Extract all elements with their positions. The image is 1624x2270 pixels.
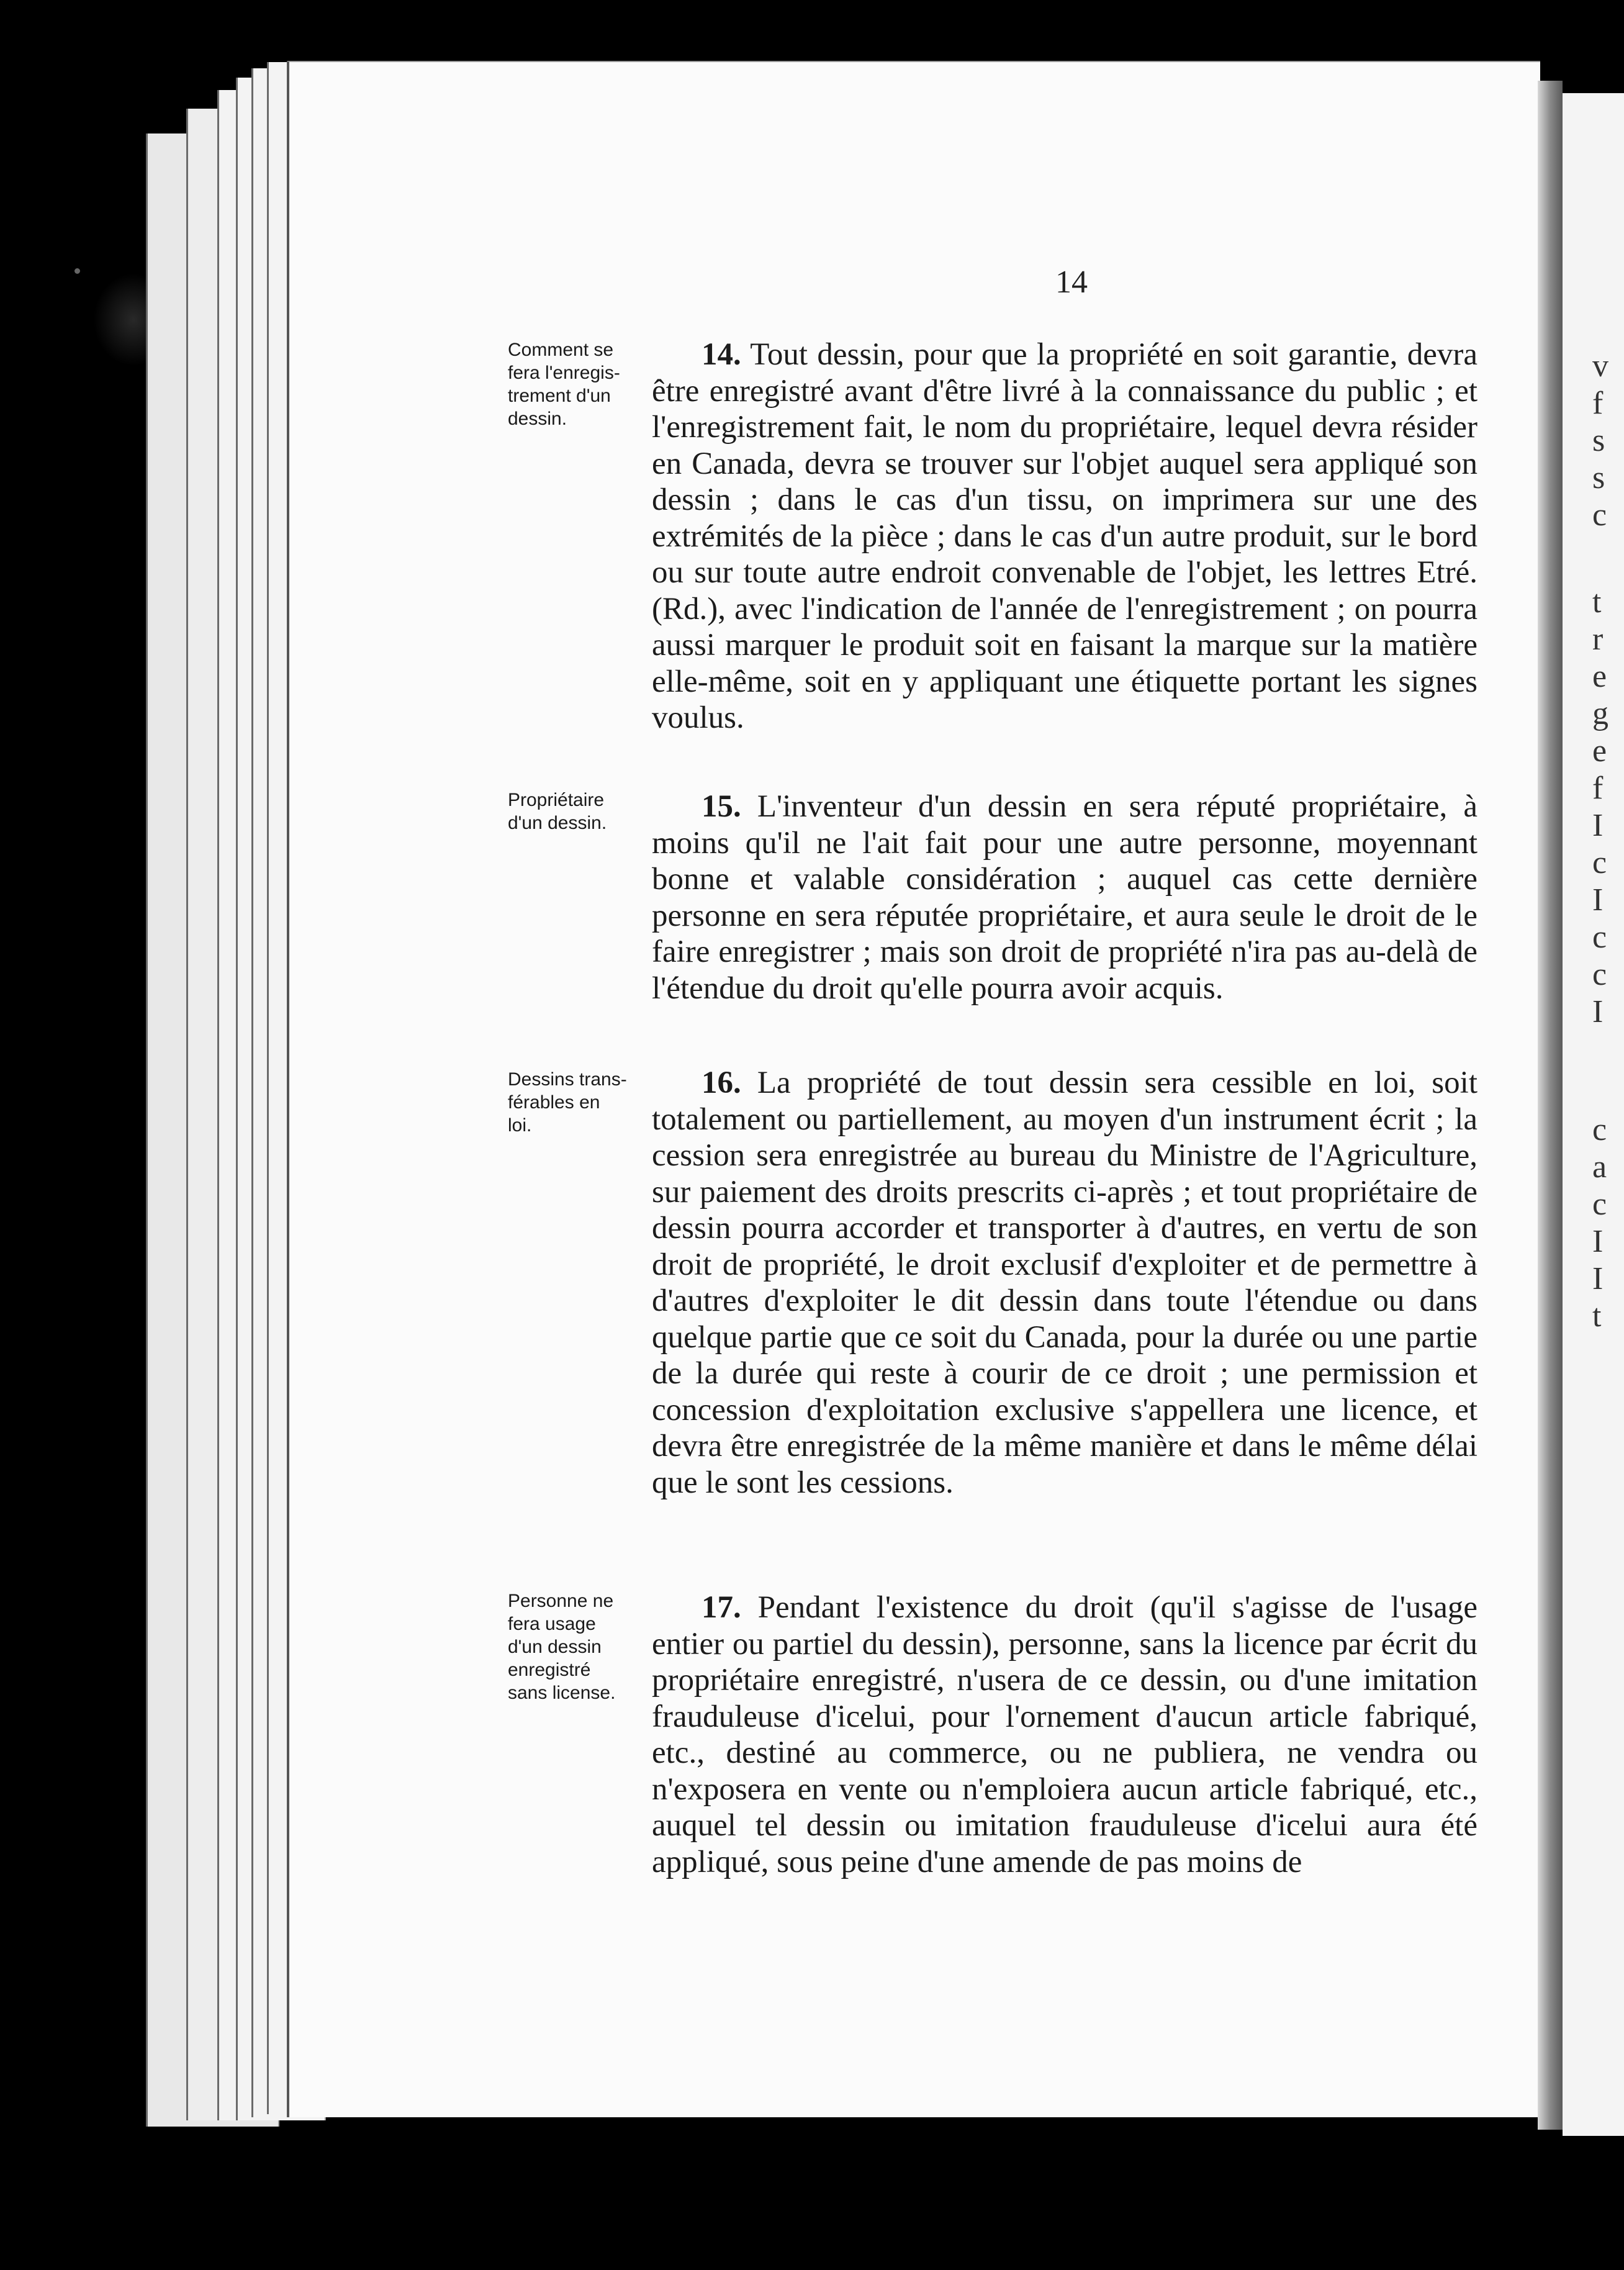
section-text: La propriété de tout dessin sera cessible en loi, soit totalement ou partiellement, au moyen d'un instrument écrit ; la cession sera enregistrée au bureau du Ministre de l'Agriculture, sur paiement des droits prescrits ci-après ; et tout propriétaire de dessin pourra accorder et transporter à d'autres, en vertu de son droit de propriété, le droit exclusif d'exploiter et de permettre à d'autres d'exploiter le dit dessin dans toute l'étendue ou dans quelque partie que ce soit du Canada, pour la durée ou une partie de la durée qui reste à courir de ce droit ; une permission et concession d'exploitation exclusive s'appellera une licence, et devra être enregistrée de la même manière et dans le même délai que le sont les cessions. — [652, 1065, 1477, 1500]
facing-page-glyph: I — [1592, 1261, 1604, 1296]
facing-page-glyph: t — [1592, 1298, 1602, 1334]
section-number: 15. — [701, 789, 741, 824]
margin-note-17: Personne ne fera usage d'un dessin enregistré sans license. — [508, 1591, 616, 1703]
facing-page-glyph: f — [1592, 771, 1604, 806]
facing-page-glyph: e — [1592, 659, 1607, 694]
facing-page-glyph: c — [1592, 920, 1607, 955]
section-text: L'inventeur d'un dessin en sera réputé propriétaire, à moins qu'il ne l'ait fait pour une autre personne, moyennant bonne et valable considération ; auquel cas cette dernière personne en sera réputée propriétaire, et aura seule le droit de le faire enregistrer ; mais son droit de propriété n'ira pas au-delà de l'étendue du droit qu'elle pourra avoir acquis. — [652, 789, 1478, 1006]
section-15 — [652, 789, 1477, 1006]
section-number: 17. — [701, 1590, 741, 1625]
scan-speck — [74, 268, 80, 274]
facing-page-glyph: e — [1592, 733, 1607, 769]
section-16 — [652, 1065, 1477, 1501]
facing-page-glyph: I — [1592, 1224, 1604, 1259]
facing-page-glyph: v — [1592, 348, 1608, 384]
page-number: 14 — [1055, 265, 1088, 300]
facing-page-glyph: c — [1592, 1187, 1607, 1222]
facing-page-glyph: c — [1592, 845, 1607, 880]
facing-page-glyph: f — [1592, 386, 1604, 421]
facing-page-glyph: s — [1592, 460, 1605, 495]
margin-note-15: Propriétaire d'un dessin. — [508, 790, 607, 833]
facing-page-glyph: I — [1592, 808, 1604, 843]
facing-page-glyph: I — [1592, 994, 1604, 1029]
section-text: Pendant l'existence du droit (qu'il s'agisse de l'usage entier ou partiel du dessin), personne, sans la licence par écrit du propriétaire enregistré, n'usera de ce dessin, ou d'une imitation frauduleuse d'icelui, pour l'ornement d'aucun article fabriqué, etc., destiné au commerce, ou ne publiera, ne vendra ou n'exposera en vente ou n'emploiera aucun article fabriqué, etc., auquel tel dessin ou imitation frauduleuse d'icelui aura été appliqué, sous peine d'une amende de pas moins de — [652, 1590, 1478, 1879]
facing-page-glyph: c — [1592, 1112, 1607, 1147]
margin-note-16: Dessins trans- férables en loi. — [508, 1069, 627, 1136]
facing-page-glyph: c — [1592, 497, 1607, 533]
section-17 — [652, 1589, 1477, 1880]
facing-page-glyph: g — [1592, 696, 1608, 731]
facing-page-glyph: a — [1592, 1149, 1607, 1185]
facing-page-glyph: c — [1592, 957, 1607, 992]
section-14 — [652, 337, 1477, 736]
facing-page-glyph: I — [1592, 882, 1604, 918]
section-number: 14. — [701, 337, 741, 372]
section-text: Tout dessin, pour que la propriété en soit garantie, devra être enregistré avant d'être livré à la connaissance du public ; et l'enregistrement fait, le nom du propriétaire, lequel devra résider en Canada, devra se trouver sur l'objet auquel sera appliqué son dessin ; dans le cas d'un tissu, on imprimera sur une des extrémités de la pièce ; dans le cas d'un autre produit, sur le bord ou sur toute autre endroit convenable de l'objet, les lettres Etré. (Rd.), avec l'indication de l'année de l'enregistrement ; on pourra aussi marquer le produit soit en faisant la marque sur la matière elle-même, soit en y appliquant une étiquette portant les signes voulus. — [652, 337, 1477, 735]
facing-page-glyph: s — [1592, 423, 1605, 458]
margin-note-14: Comment se fera l'enregis- trement d'un dessin. — [508, 340, 620, 429]
facing-page-glyph: t — [1592, 584, 1602, 620]
section-number: 16. — [701, 1065, 741, 1100]
facing-page-glyph: r — [1592, 622, 1604, 657]
book-gutter — [1538, 81, 1563, 2130]
